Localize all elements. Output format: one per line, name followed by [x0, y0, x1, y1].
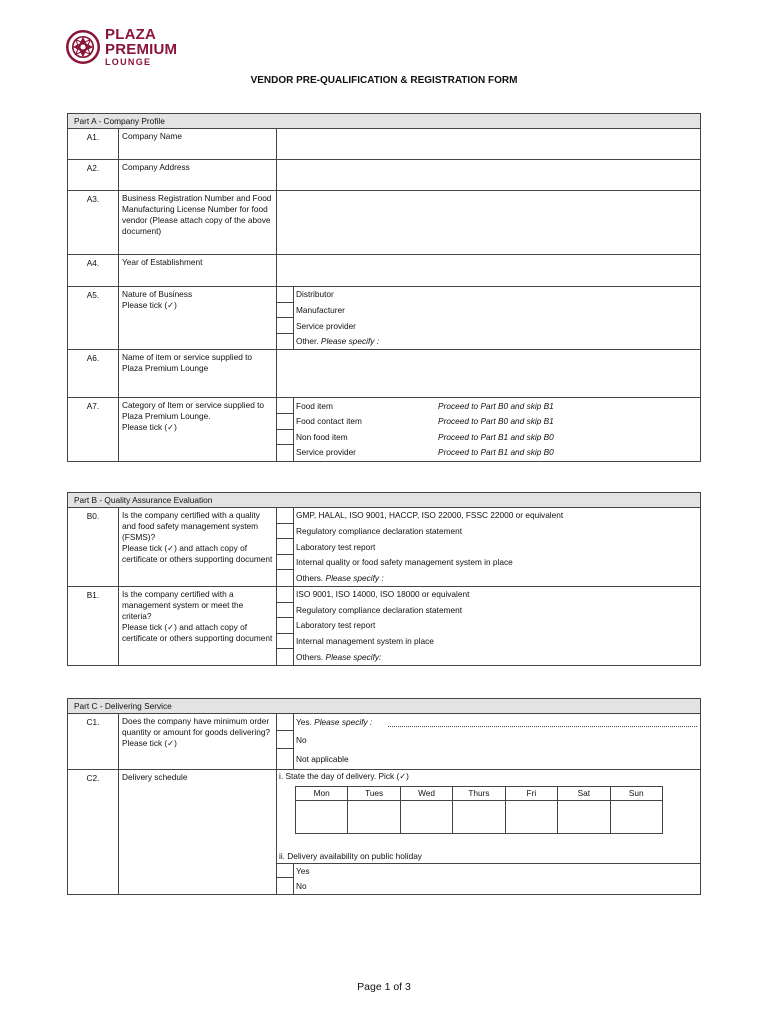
option-label: Other. [296, 336, 319, 347]
item-supplied-field[interactable] [277, 350, 701, 398]
part-b-table [67, 492, 701, 666]
day-header: Sat [558, 786, 610, 800]
option-label: Others. [296, 651, 324, 662]
a4-num: A4. [68, 255, 119, 287]
year-established-field[interactable] [277, 255, 701, 287]
option-note: Proceed to Part B0 and skip B1 [438, 416, 554, 427]
checkbox-internal-management[interactable] [277, 634, 294, 650]
checkbox-moq-yes[interactable] [277, 714, 294, 731]
b1-num: B1. [68, 586, 119, 665]
c1-question [119, 714, 277, 770]
c2-num: C2. [68, 770, 119, 895]
checkbox-gmp-halal-iso[interactable] [277, 508, 294, 524]
a5-question [119, 287, 277, 350]
day-mon-cell[interactable] [296, 800, 348, 833]
specify-label: Please specify: [325, 651, 382, 662]
company-name-field[interactable] [277, 129, 701, 160]
option-note: Proceed to Part B1 and skip B0 [438, 447, 554, 458]
registration-number-field[interactable] [277, 191, 701, 255]
day-header: Thurs [453, 786, 505, 800]
brand-line2: PREMIUM [105, 41, 178, 58]
day-header: Wed [400, 786, 452, 800]
option-label: No [296, 734, 307, 745]
a5-num: A5. [68, 287, 119, 350]
checkbox-service-provider[interactable] [277, 318, 294, 334]
c1-options [277, 714, 701, 770]
page-number: Page 1 of 3 [357, 981, 411, 993]
a2-question: Company Address [119, 160, 277, 191]
part-c-header: Part C - Delivering Service [68, 699, 701, 714]
brand-line1: PLAZA [105, 26, 156, 43]
day-header: Mon [296, 786, 348, 800]
a5-question-text: Nature of Business [122, 289, 193, 299]
b1-question [119, 586, 277, 665]
checkbox-service-provider-category[interactable] [277, 445, 294, 461]
day-thurs-cell[interactable] [453, 800, 505, 833]
option-label: Manufacturer [296, 304, 345, 315]
option-label: Food contact item [296, 416, 362, 427]
b0-options [277, 508, 701, 587]
lotus-logo-icon [66, 30, 100, 64]
checkbox-holiday-no[interactable] [277, 878, 294, 894]
checkbox-iso-9001[interactable] [277, 587, 294, 603]
day-fri-cell[interactable] [505, 800, 557, 833]
a7-question [119, 398, 277, 461]
option-label: Internal management system in place [296, 636, 434, 647]
a1-question: Company Name [119, 129, 277, 160]
holiday-instruction: ii. Delivery availability on public holiday [279, 850, 422, 861]
specify-label: Please specify : [325, 572, 384, 583]
checkbox-non-food-item[interactable] [277, 430, 294, 446]
checkbox-manufacturer[interactable] [277, 303, 294, 319]
checkbox-holiday-yes[interactable] [277, 864, 294, 879]
option-label: Service provider [296, 320, 356, 331]
option-label: Regulatory compliance declaration statement [296, 604, 463, 615]
brand-logo [66, 26, 178, 67]
a6-question: Name of item or service supplied to Plaza Premium Lounge [119, 350, 277, 398]
part-c-table [67, 698, 701, 895]
part-a-header: Part A - Company Profile [68, 114, 701, 129]
option-label: GMP, HALAL, ISO 9001, HACCP, ISO 22000, FSSC 22000 or equivalent [296, 510, 564, 521]
checkbox-regulatory-statement[interactable] [277, 524, 294, 540]
specify-label: Please specify : [320, 336, 380, 347]
option-label: Regulatory compliance declaration statement [296, 525, 463, 536]
checkbox-food-item[interactable] [277, 398, 294, 414]
checkbox-moq-no[interactable] [277, 731, 294, 749]
option-label: Laboratory test report [296, 541, 376, 552]
checkbox-other[interactable] [277, 334, 294, 350]
part-b-header: Part B - Quality Assurance Evaluation [68, 493, 701, 508]
part-a-table [67, 113, 701, 462]
a2-num: A2. [68, 160, 119, 191]
option-label: Service provider [296, 447, 356, 458]
option-label: Yes [296, 865, 310, 876]
delivery-day-instruction: i. State the day of delivery. Pick (✓) [279, 771, 409, 781]
brand-line3: LOUNGE [105, 57, 152, 67]
b0-tick-instruction: Please tick (✓) and attach copy of certificate or others supporting document [122, 542, 273, 564]
checkbox-lab-test-report[interactable] [277, 539, 294, 555]
a7-num: A7. [68, 398, 119, 461]
a7-options [277, 398, 701, 461]
option-label: Not applicable [296, 753, 349, 764]
specify-input-line[interactable] [388, 719, 697, 727]
option-label: ISO 9001, ISO 14000, ISO 18000 or equivalent [296, 589, 470, 600]
day-header: Sun [610, 786, 662, 800]
option-label: Non food item [296, 431, 348, 442]
option-label: Laboratory test report [296, 620, 376, 631]
a7-tick-instruction: Please tick (✓) [122, 422, 177, 433]
b0-question [119, 508, 277, 587]
c2-content [277, 770, 701, 895]
day-header: Fri [505, 786, 557, 800]
option-label: Food item [296, 400, 333, 411]
c1-num: C1. [68, 714, 119, 770]
day-sat-cell[interactable] [558, 800, 610, 833]
option-label: Yes. [296, 717, 312, 728]
b1-tick-instruction: Please tick (✓) and attach copy of certificate or others supporting document [122, 621, 273, 643]
b1-question-text: Is the company certified with a management system or meet the criteria? [122, 588, 244, 621]
checkbox-internal-fsms[interactable] [277, 555, 294, 571]
checkbox-regulatory-statement-b1[interactable] [277, 603, 294, 619]
b1-options [277, 586, 701, 665]
company-address-field[interactable] [277, 160, 701, 191]
a6-num: A6. [68, 350, 119, 398]
c1-tick-instruction: Please tick (✓) [122, 737, 177, 748]
day-wed-cell[interactable] [400, 800, 452, 833]
c2-question: Delivery schedule [119, 770, 277, 895]
a7-question-text: Category of Item or service supplied to Plaza Premium Lounge. [122, 400, 265, 422]
option-label: Distributor [296, 289, 334, 300]
a5-tick-instruction: Please tick (✓) [122, 299, 177, 310]
option-note: Proceed to Part B0 and skip B1 [438, 400, 554, 411]
a5-options [277, 287, 701, 350]
day-header: Tues [348, 786, 400, 800]
c1-question-text: Does the company have minimum order quantity or amount for goods delivering? [122, 716, 271, 737]
option-label: Others. [296, 572, 324, 583]
form-title: VENDOR PRE-QUALIFICATION & REGISTRATION FORM [250, 75, 518, 86]
specify-label: Please specify : [314, 717, 373, 728]
option-label: No [296, 880, 307, 891]
a4-question: Year of Establishment [119, 255, 277, 287]
a3-question: Business Registration Number and Food Manufacturing License Number for food vendor (Please attach copy of the above document) [119, 191, 277, 255]
b0-num: B0. [68, 508, 119, 587]
checkbox-distributor[interactable] [277, 287, 294, 303]
option-label: Internal quality or food safety management system in place [296, 557, 513, 568]
checkbox-moq-not-applicable[interactable] [277, 749, 294, 769]
checkbox-others[interactable] [277, 570, 294, 586]
option-note: Proceed to Part B1 and skip B0 [438, 431, 554, 442]
checkbox-others-b1[interactable] [277, 649, 294, 665]
checkbox-food-contact-item[interactable] [277, 414, 294, 430]
day-sun-cell[interactable] [610, 800, 662, 833]
b0-question-text: Is the company certified with a quality and food safety management system (FSMS)? [122, 510, 260, 542]
a1-num: A1. [68, 129, 119, 160]
delivery-days-table [295, 786, 663, 834]
day-tues-cell[interactable] [348, 800, 400, 833]
a3-num: A3. [68, 191, 119, 255]
checkbox-lab-test-report-b1[interactable] [277, 618, 294, 634]
